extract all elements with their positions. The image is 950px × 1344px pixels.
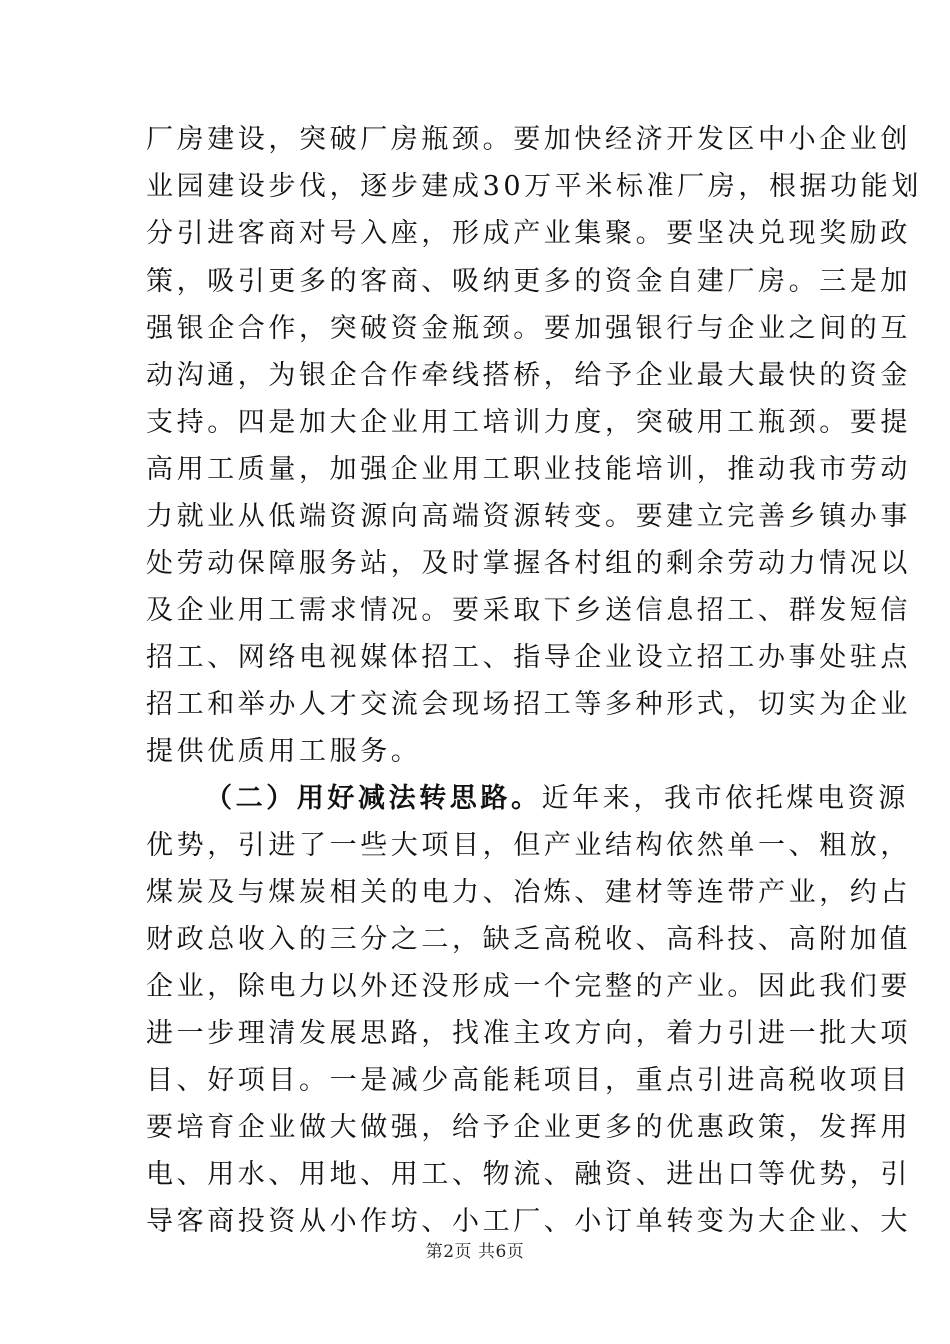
- body-line: 分引进客商对号入座，形成产业集聚。要坚决兑现奖励政: [146, 218, 911, 249]
- body-line: 支持。四是加大企业用工培训力度，突破用工瓶颈。要提: [146, 407, 911, 438]
- body-line: 高用工质量，加强企业用工职业技能培训，推动我市劳动: [146, 454, 911, 485]
- section-heading: （二）用好减法转思路。: [205, 783, 542, 814]
- body-line: 强银企合作，突破资金瓶颈。要加强银行与企业之间的互: [146, 313, 911, 344]
- body-line: 要培育企业做大做强，给予企业更多的优惠政策，发挥用: [146, 1112, 911, 1143]
- body-line: 进一步理清发展思路，找准主攻方向，着力引进一批大项: [146, 1018, 911, 1049]
- body-line: 厂房建设，突破厂房瓶颈。要加快经济开发区中小企业创: [146, 124, 911, 155]
- body-line: 财政总收入的三分之二，缺乏高税收、高科技、高附加值: [146, 924, 911, 955]
- body-line: 企业，除电力以外还没形成一个完整的产业。因此我们要: [146, 971, 911, 1002]
- body-line: 业园建设步伐，逐步建成30万平米标准厂房，根据功能划: [146, 171, 922, 202]
- page-footer: 第2页 共6页: [425, 1242, 525, 1262]
- body-line: 动沟通，为银企合作牵线搭桥，给予企业最大最快的资金: [146, 360, 911, 391]
- body-line: 招工、网络电视媒体招工、指导企业设立招工办事处驻点: [146, 642, 911, 673]
- body-line: 导客商投资从小作坊、小工厂、小订单转变为大企业、大: [146, 1206, 911, 1237]
- body-line: 招工和举办人才交流会现场招工等多种形式，切实为企业: [146, 689, 911, 720]
- body-line: 目、好项目。一是减少高能耗项目，重点引进高税收项目: [146, 1065, 911, 1096]
- body-line: 策，吸引更多的客商、吸纳更多的资金自建厂房。三是加: [146, 266, 911, 297]
- body-line: 煤炭及与煤炭相关的电力、冶炼、建材等连带产业，约占: [146, 877, 911, 908]
- section-first-line: [205, 779, 909, 819]
- body-line: 力就业从低端资源向高端资源转变。要建立完善乡镇办事: [146, 501, 911, 532]
- body-line: 及企业用工需求情况。要采取下乡送信息招工、群发短信: [146, 595, 911, 626]
- body-line: 处劳动保障服务站，及时掌握各村组的剩余劳动力情况以: [146, 548, 911, 579]
- section-first-line-text: 近年来，我市依托煤电资源: [541, 783, 909, 814]
- body-line: 提供优质用工服务。: [146, 736, 422, 767]
- body-line: 优势，引进了一些大项目，但产业结构依然单一、粗放，: [146, 830, 911, 861]
- body-line: 电、用水、用地、用工、物流、融资、进出口等优势，引: [146, 1159, 911, 1190]
